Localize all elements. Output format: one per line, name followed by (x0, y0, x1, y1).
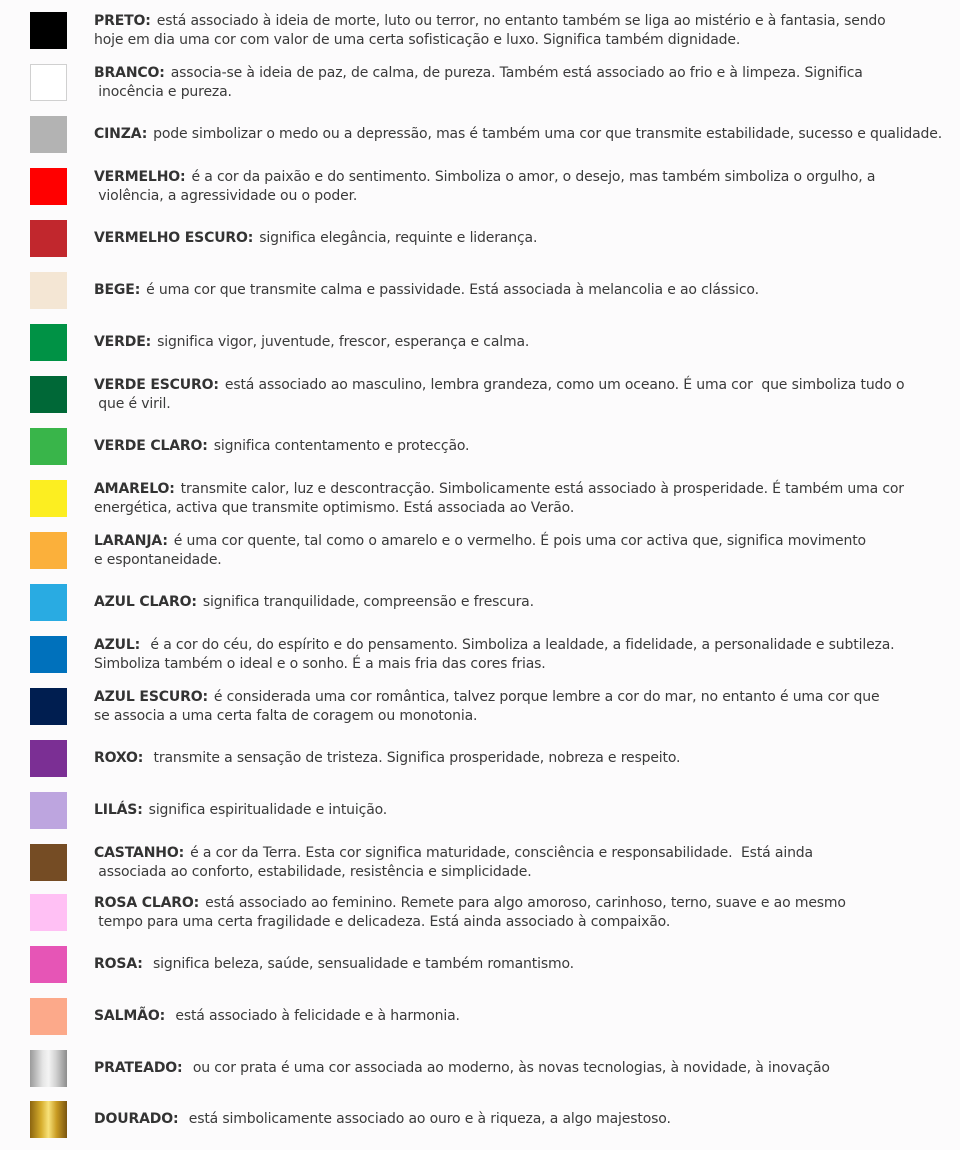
description-line (94, 229, 944, 248)
color-description-castanho (94, 844, 944, 882)
description-line (94, 801, 944, 820)
description-line (94, 894, 944, 913)
description-line (94, 12, 944, 31)
color-swatch-amarelo (30, 480, 67, 517)
description-text: e espontaneidade. (94, 552, 222, 568)
description-text: significa elegância, requinte e liderança. (259, 230, 538, 246)
description-text: que é viril. (94, 396, 171, 412)
description-line (94, 913, 944, 932)
color-name-amarelo: AMARELO: (94, 481, 175, 497)
description-text: está associado à ideia de morte, luto ou terror, no entanto também se liga ao mistério e à fantasia, sendo (156, 13, 886, 29)
color-name-vermelho: VERMELHO: (94, 169, 186, 185)
description-text: é a cor da Terra. Esta cor significa maturidade, consciência e responsabilidade. Está ainda (190, 845, 813, 861)
description-line (94, 64, 944, 83)
color-description-rosa-claro (94, 894, 944, 932)
color-description-amarelo (94, 480, 944, 518)
color-description-azul-escuro (94, 688, 944, 726)
description-text: significa contentamento e protecção. (213, 438, 470, 454)
color-name-verde-claro: VERDE CLARO: (94, 438, 208, 454)
description-text: energética, activa que transmite optimismo. Está associada ao Verão. (94, 500, 575, 516)
description-line (94, 532, 944, 551)
description-text: violência, a agressividade ou o poder. (94, 188, 358, 204)
color-description-branco (94, 64, 944, 102)
description-line (94, 376, 944, 395)
description-line (94, 1110, 944, 1129)
description-text: significa tranquilidade, compreensão e frescura. (202, 594, 534, 610)
color-description-salmao (94, 1007, 944, 1026)
color-swatch-branco (30, 64, 67, 101)
description-line (94, 749, 944, 768)
color-swatch-rosa (30, 946, 67, 983)
color-description-vermelho-escuro (94, 229, 944, 248)
color-description-prateado (94, 1059, 944, 1078)
color-swatch-lilas (30, 792, 67, 829)
description-text: é considerada uma cor romântica, talvez porque lembre a cor do mar, no entanto é uma cor que (213, 689, 880, 705)
description-line (94, 83, 944, 102)
color-description-verde (94, 333, 944, 352)
description-line (94, 636, 944, 655)
color-name-roxo: ROXO: (94, 750, 144, 766)
description-text: transmite calor, luz e descontracção. Simbolicamente está associado à prosperidade. É também uma cor (180, 481, 904, 497)
color-name-azul-claro: AZUL CLARO: (94, 594, 197, 610)
color-swatch-vermelho-escuro (30, 220, 67, 257)
description-line (94, 281, 944, 300)
color-name-castanho: CASTANHO: (94, 845, 185, 861)
description-text: está associado ao masculino, lembra grandeza, como um oceano. É uma cor que simboliza tudo o (224, 377, 905, 393)
color-name-prateado: PRATEADO: (94, 1060, 183, 1076)
description-line (94, 707, 944, 726)
color-swatch-azul (30, 636, 67, 673)
color-name-vermelho-escuro: VERMELHO ESCURO: (94, 230, 254, 246)
color-swatch-vermelho (30, 168, 67, 205)
description-text: tempo para uma certa fragilidade e delicadeza. Está ainda associado à compaixão. (94, 914, 671, 930)
color-name-azul-escuro: AZUL ESCURO: (94, 689, 208, 705)
color-swatch-verde (30, 324, 67, 361)
color-description-vermelho (94, 168, 944, 206)
description-line (94, 1007, 944, 1026)
description-line (94, 168, 944, 187)
description-text: está associado ao feminino. Remete para algo amoroso, carinhoso, terno, suave e ao mesmo (205, 895, 846, 911)
color-swatch-cinza (30, 116, 67, 153)
description-line (94, 480, 944, 499)
color-name-lilas: LILÁS: (94, 802, 143, 818)
description-text: é uma cor quente, tal como o amarelo e o vermelho. É pois uma cor activa que, significa movimento (173, 533, 866, 549)
description-line (94, 844, 944, 863)
color-swatch-roxo (30, 740, 67, 777)
color-swatch-verde-escuro (30, 376, 67, 413)
description-line (94, 863, 944, 882)
color-name-cinza: CINZA: (94, 126, 148, 142)
color-swatch-castanho (30, 844, 67, 881)
description-text: está associado à felicidade e à harmonia. (171, 1008, 460, 1024)
description-line (94, 395, 944, 414)
description-text: está simbolicamente associado ao ouro e à riqueza, a algo majestoso. (184, 1111, 671, 1127)
description-text: pode simbolizar o medo ou a depressão, mas é também uma cor que transmite estabilidade, sucesso e qualidade. (153, 126, 943, 142)
color-description-preto (94, 12, 944, 50)
description-text: é a cor do céu, do espírito e do pensamento. Simboliza a lealdade, a fidelidade, a personalidade e subtileza. (146, 637, 895, 653)
color-description-azul-claro (94, 593, 944, 612)
color-description-verde-claro (94, 437, 944, 456)
color-description-lilas (94, 801, 944, 820)
description-text: hoje em dia uma cor com valor de uma certa sofisticação e luxo. Significa também dignidade. (94, 32, 741, 48)
color-swatch-bege (30, 272, 67, 309)
color-name-verde-escuro: VERDE ESCURO: (94, 377, 219, 393)
color-name-salmao: SALMÃO: (94, 1008, 166, 1024)
description-line (94, 551, 944, 570)
description-line (94, 333, 944, 352)
color-name-laranja: LARANJA: (94, 533, 168, 549)
description-line (94, 499, 944, 518)
color-description-verde-escuro (94, 376, 944, 414)
description-text: é a cor da paixão e do sentimento. Simboliza o amor, o desejo, mas também simboliza o orgulho, a (191, 169, 876, 185)
color-name-preto: PRETO: (94, 13, 151, 29)
color-description-dourado (94, 1110, 944, 1129)
description-line (94, 955, 944, 974)
description-line (94, 593, 944, 612)
color-description-laranja (94, 532, 944, 570)
description-text: é uma cor que transmite calma e passividade. Está associada à melancolia e ao clássico. (146, 282, 759, 298)
color-name-bege: BEGE: (94, 282, 141, 298)
description-line (94, 1059, 944, 1078)
color-swatch-dourado (30, 1101, 67, 1138)
description-text: significa espiritualidade e intuição. (148, 802, 388, 818)
description-line (94, 31, 944, 50)
description-text: transmite a sensação de tristeza. Significa prosperidade, nobreza e respeito. (149, 750, 681, 766)
color-name-rosa: ROSA: (94, 956, 143, 972)
description-text: significa vigor, juventude, frescor, esperança e calma. (157, 334, 530, 350)
description-line (94, 437, 944, 456)
color-name-branco: BRANCO: (94, 65, 165, 81)
description-text: se associa a uma certa falta de coragem ou monotonia. (94, 708, 478, 724)
color-name-azul: AZUL: (94, 637, 141, 653)
description-text: significa beleza, saúde, sensualidade e também romantismo. (148, 956, 574, 972)
color-name-dourado: DOURADO: (94, 1111, 179, 1127)
color-description-azul (94, 636, 944, 674)
description-line (94, 655, 944, 674)
color-swatch-preto (30, 12, 67, 49)
color-swatch-rosa-claro (30, 894, 67, 931)
color-description-cinza (94, 125, 944, 144)
description-line (94, 125, 944, 144)
description-line (94, 187, 944, 206)
description-text: associa-se à ideia de paz, de calma, de pureza. Também está associado ao frio e à limpeza. Significa (170, 65, 863, 81)
description-line (94, 688, 944, 707)
color-swatch-verde-claro (30, 428, 67, 465)
color-swatch-laranja (30, 532, 67, 569)
color-description-rosa (94, 955, 944, 974)
color-swatch-azul-escuro (30, 688, 67, 725)
color-name-verde: VERDE: (94, 334, 152, 350)
color-name-rosa-claro: ROSA CLARO: (94, 895, 200, 911)
description-text: Simboliza também o ideal e o sonho. É a mais fria das cores frias. (94, 656, 546, 672)
color-swatch-prateado (30, 1050, 67, 1087)
description-text: inocência e pureza. (94, 84, 232, 100)
description-text: ou cor prata é uma cor associada ao moderno, às novas tecnologias, à novidade, à inovação (188, 1060, 830, 1076)
color-description-roxo (94, 749, 944, 768)
color-swatch-salmao (30, 998, 67, 1035)
color-swatch-azul-claro (30, 584, 67, 621)
color-description-bege (94, 281, 944, 300)
description-text: associada ao conforto, estabilidade, resistência e simplicidade. (94, 864, 532, 880)
